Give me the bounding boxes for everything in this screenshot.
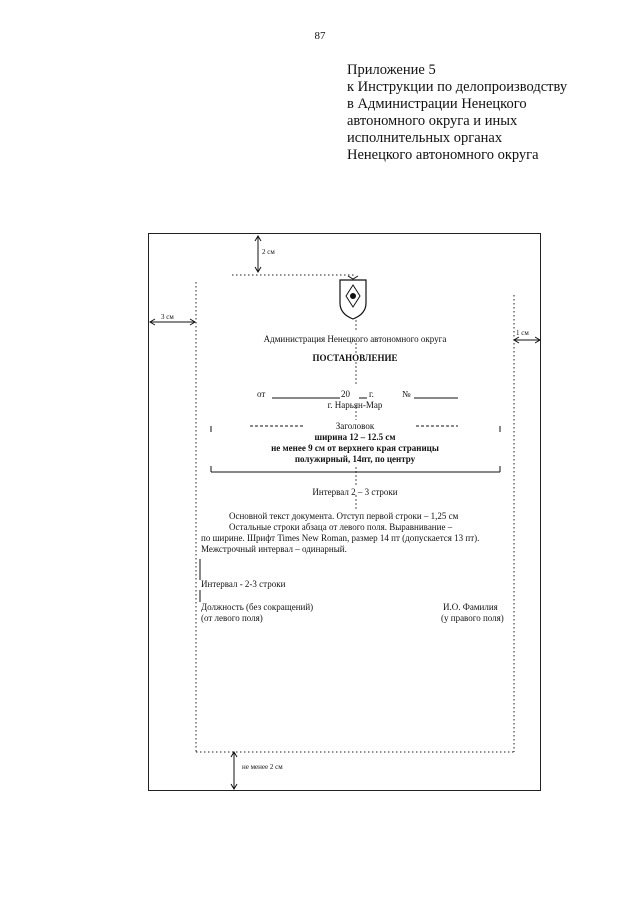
heading-line: ширина 12 – 12.5 см: [314, 432, 396, 442]
page-number: 87: [314, 30, 326, 42]
appendix-line: Ненецкого автономного округа: [347, 147, 539, 163]
top-margin-label: 2 см: [262, 248, 275, 256]
appendix-line: в Администрации Ненецкого: [347, 96, 527, 112]
appendix-line: к Инструкции по делопроизводству: [347, 79, 568, 95]
heading-line: не менее 9 см от верхнего края страницы: [271, 443, 439, 453]
number-sign: №: [402, 389, 411, 399]
date-year-suffix: г.: [369, 389, 374, 399]
place: г. Нарьян-Мар: [327, 400, 383, 410]
body-line: Остальные строки абзаца от левого поля. Выравнивание –: [229, 522, 453, 532]
appendix-line: Приложение 5: [347, 62, 436, 78]
signature-left-line: (от левого поля): [201, 613, 263, 623]
signature-right-line: И.О. Фамилия: [443, 602, 498, 612]
bottom-margin-label: не менее 2 см: [242, 763, 283, 771]
appendix-line: исполнительных органах: [347, 130, 503, 146]
date-year: 20: [341, 389, 350, 399]
left-margin-label: 3 см: [161, 313, 174, 321]
coat-of-arms-icon: [340, 276, 366, 319]
body-line: Межстрочный интервал – одинарный.: [201, 544, 347, 554]
interval-1-label: Интервал 2 – 3 строки: [312, 487, 398, 497]
date-prefix: от: [257, 389, 266, 399]
right-margin-label: 1 см: [516, 329, 529, 337]
doc-type: ПОСТАНОВЛЕНИЕ: [312, 353, 398, 363]
signature-right-line: (у правого поля): [441, 613, 504, 623]
body-line: Основной текст документа. Отступ первой строки – 1,25 см: [229, 511, 459, 521]
body-line: по ширине. Шрифт Times New Roman, размер 14 пт (допускается 13 пт).: [201, 533, 480, 543]
heading-line: полужирный, 14пт, по центру: [294, 454, 416, 464]
heading-line: Заголовок: [335, 421, 375, 431]
signature-left-line: Должность (без сокращений): [201, 602, 314, 612]
org-name: Администрация Ненецкого автономного округа: [263, 334, 447, 344]
interval-2-label: Интервал - 2-3 строки: [201, 579, 286, 589]
appendix-line: автономного округа и иных: [347, 113, 518, 129]
